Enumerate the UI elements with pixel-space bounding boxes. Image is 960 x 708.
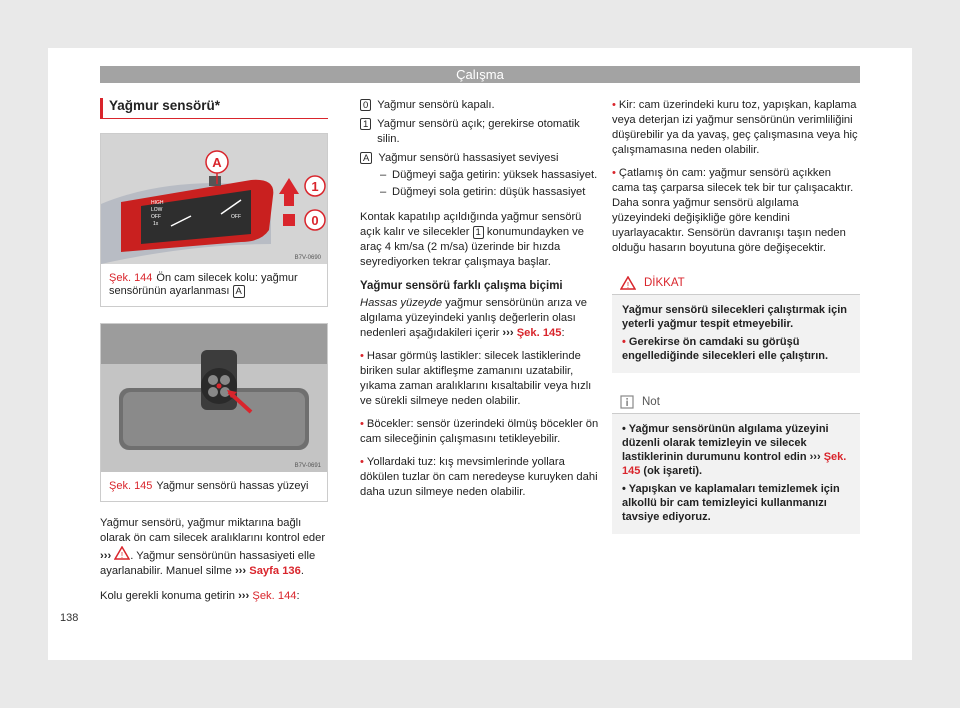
warning-box xyxy=(612,272,860,373)
dash-text: Düğmeyi sağa getirin: yüksek hassasiyet. xyxy=(392,169,598,181)
bullet-text: Yollardaki tuz: kış mevsimlerinde yollara dökülen tuzlar ön cam neredeyse kuruyken dahi daha uzun silmeye neden olabilir. xyxy=(360,456,598,498)
figure-code: B7V-0691 xyxy=(294,463,321,469)
legend-text: Yağmur sensörü açık; gerekirse otomatik silin. xyxy=(377,118,580,145)
dash-item xyxy=(360,185,600,200)
figure-label: Şek. 144 xyxy=(109,272,153,284)
reference-arrows: ››› xyxy=(502,327,514,339)
label-off-2: OFF xyxy=(231,214,241,220)
bullet-icon: • xyxy=(612,167,616,179)
info-note-icon xyxy=(620,395,634,409)
svg-text:!: ! xyxy=(121,551,124,560)
legend-text: Yağmur sensörü kapalı. xyxy=(377,99,495,111)
figure-145 xyxy=(100,323,328,502)
page-number: 138 xyxy=(60,612,79,624)
warning-bullet xyxy=(622,335,852,363)
reference-arrows: ››› xyxy=(234,565,247,577)
bullet-text: Hasar görmüş lastikler: silecek lastiklerinde biriken sular aktifleşme zamanını uzatabilir, yıkama zaman aralıklarını kısaltabilir veya hızlı ve sürekli silmeye neden olabilir. xyxy=(360,350,592,407)
bullet-item xyxy=(360,455,600,500)
reference-arrows: ››› xyxy=(238,590,250,602)
figure-144 xyxy=(100,133,328,307)
note-title: Not xyxy=(642,396,660,408)
bullet-icon: • xyxy=(622,336,626,348)
page-header: Çalışma xyxy=(100,66,860,83)
section-title: Yağmur sensörü* xyxy=(100,98,328,119)
figure-link[interactable]: Şek. 145 xyxy=(516,327,562,339)
callout-0: 0 xyxy=(311,213,319,228)
legend-key: 0 xyxy=(360,99,371,111)
figure-caption xyxy=(101,472,327,501)
label-high: HIGH xyxy=(151,200,164,206)
note-text: (ok işareti). xyxy=(640,465,703,477)
label-low: LOW xyxy=(151,207,163,213)
text: Kontak kapatılıp açıldığında yağmur sensörü açık kalır ve silecekler xyxy=(360,211,582,238)
label-1x: 1x xyxy=(153,221,159,227)
wiper-lever-illustration xyxy=(101,134,327,264)
rain-sensor-illustration xyxy=(101,324,327,472)
wiper-lever-image xyxy=(101,134,327,264)
dash-char: – xyxy=(380,186,387,198)
bullet-icon: • xyxy=(612,99,616,111)
figure-label: Şek. 145 xyxy=(109,480,153,492)
legend-text: Yağmur sensörü hassasiyet seviyesi xyxy=(378,152,559,164)
bullet-item xyxy=(612,166,860,256)
rain-sensor-image xyxy=(101,324,327,472)
label-off: OFF xyxy=(151,214,161,220)
text: : xyxy=(296,590,300,602)
italic-text: Hassas yüzeyde xyxy=(360,297,443,309)
bullet-item xyxy=(612,98,860,158)
note-bullet xyxy=(622,482,852,524)
bullet-icon: • xyxy=(360,418,364,430)
paragraph-instruction xyxy=(100,589,328,604)
bullet-icon: • xyxy=(622,423,626,435)
paragraph-ignition xyxy=(360,210,600,270)
figure-caption xyxy=(101,264,327,306)
subheading: Yağmur sensörü farklı çalışma biçimi xyxy=(360,280,563,292)
page-link[interactable]: Sayfa 136 xyxy=(249,565,301,577)
bullet-item xyxy=(360,417,600,447)
note-text: Yapışkan ve kaplamaları temizlemek için alkollü bir cam temizleyici kullanmanızı tavsiye ediyoruz. xyxy=(622,483,840,523)
warning-text: Yağmur sensörü silecekleri çalıştırmak için yeterli yağmur tespit etmeyebilir. xyxy=(622,304,848,330)
figure-code: B7V-0690 xyxy=(294,255,321,261)
bullet-text: Böcekler: sensör üzerindeki ölmüş böcekler ön cam sileceğinin çalışmasını tetikleyebilir. xyxy=(360,418,599,445)
figure-link[interactable]: Şek. 144 xyxy=(252,590,297,602)
warning-body xyxy=(612,295,860,373)
caption-text: Yağmur sensörü hassas yüzeyi xyxy=(156,480,309,492)
text: konumundayken ve araç 4 km/sa (2 m/sa) üzerinde bir hızda seyrediyorken tekrar çalışmaya başlar. xyxy=(360,226,584,268)
legend-key: A xyxy=(360,152,372,164)
caption-text: Ön cam silecek kolu: yağmur sensörünün ayarlanması xyxy=(109,272,298,297)
text: Kolu gerekli konuma getirin xyxy=(100,590,239,602)
column-1 xyxy=(100,98,328,604)
note-header xyxy=(612,391,860,414)
dash-item xyxy=(360,168,600,183)
column-2 xyxy=(360,98,600,500)
reference-arrows: ››› xyxy=(100,550,112,562)
legend-item xyxy=(360,117,600,147)
text: . xyxy=(300,565,304,577)
callout-1: 1 xyxy=(311,179,319,194)
bullet-icon: • xyxy=(622,483,626,495)
note-box xyxy=(612,391,860,534)
bullet-icon: • xyxy=(360,456,364,468)
reference-arrows: ››› xyxy=(809,451,821,463)
badge-1: 1 xyxy=(473,226,484,239)
legend-item xyxy=(360,151,600,166)
svg-text:!: ! xyxy=(626,281,630,290)
text: . Yağmur sensörünün hassasiyeti elle ayarlanabilir. Manuel silme xyxy=(100,550,316,577)
bullet-text: Kir: cam üzerindeki kuru toz, yapışkan, kaplama veya deterjan izi yağmur sensörünün verimliliğini düşürebilir ya da yavaş, geç çalışmasına veya hiç çalışmamasına neden olabilir. xyxy=(612,99,858,156)
warning-triangle-icon xyxy=(620,276,636,290)
note-bullet xyxy=(622,422,852,478)
text: Yağmur sensörü, yağmur miktarına bağlı olarak ön cam silecek aralıklarını kontrol eder xyxy=(100,517,326,544)
warning-text: Gerekirse ön camdaki su görüşü engellediğinde silecekleri elle çalıştırın. xyxy=(622,336,829,362)
legend-item xyxy=(360,98,600,113)
figure-link[interactable]: Şek. 145 xyxy=(622,451,847,477)
text: yağmur sensörünün arıza ve algılama yüzeyindeki yanlış değerlerin olası nedenleri aşağıdakileri içerir xyxy=(360,297,587,339)
legend-key: 1 xyxy=(360,118,371,130)
dash-text: Düğmeyi sola getirin: düşük hassasiyet xyxy=(392,186,586,198)
badge-a: A xyxy=(233,285,245,298)
bullet-item xyxy=(360,349,600,409)
text: : xyxy=(561,327,565,339)
note-text: Yağmur sensörünün algılama yüzeyini düzenli olarak temizleyin ve silecek lastiklerinin durumunu kontrol edin xyxy=(622,423,829,463)
paragraph-intro xyxy=(100,516,328,579)
paragraph-causes xyxy=(360,296,600,341)
callout-a: A xyxy=(212,155,222,170)
warning-header xyxy=(612,272,860,295)
bullet-icon: • xyxy=(360,350,364,362)
warning-triangle-icon xyxy=(114,546,130,560)
warning-title: DİKKAT xyxy=(644,277,685,289)
bullet-text: Çatlamış ön cam: yağmur sensörü açıkken cama taş çarparsa silecek tek bir tur çalışacaktır. Daha sonra yağmur sensörü algılama yüzeyindeki değişikliğe göre kendini uyarlayacaktır. Sensörün davranışı taşın neden olduğu hasarın boyutuna göre değişecektir. xyxy=(612,167,854,254)
dash-char: – xyxy=(380,169,387,181)
column-3 xyxy=(612,98,860,534)
note-body xyxy=(612,414,860,534)
